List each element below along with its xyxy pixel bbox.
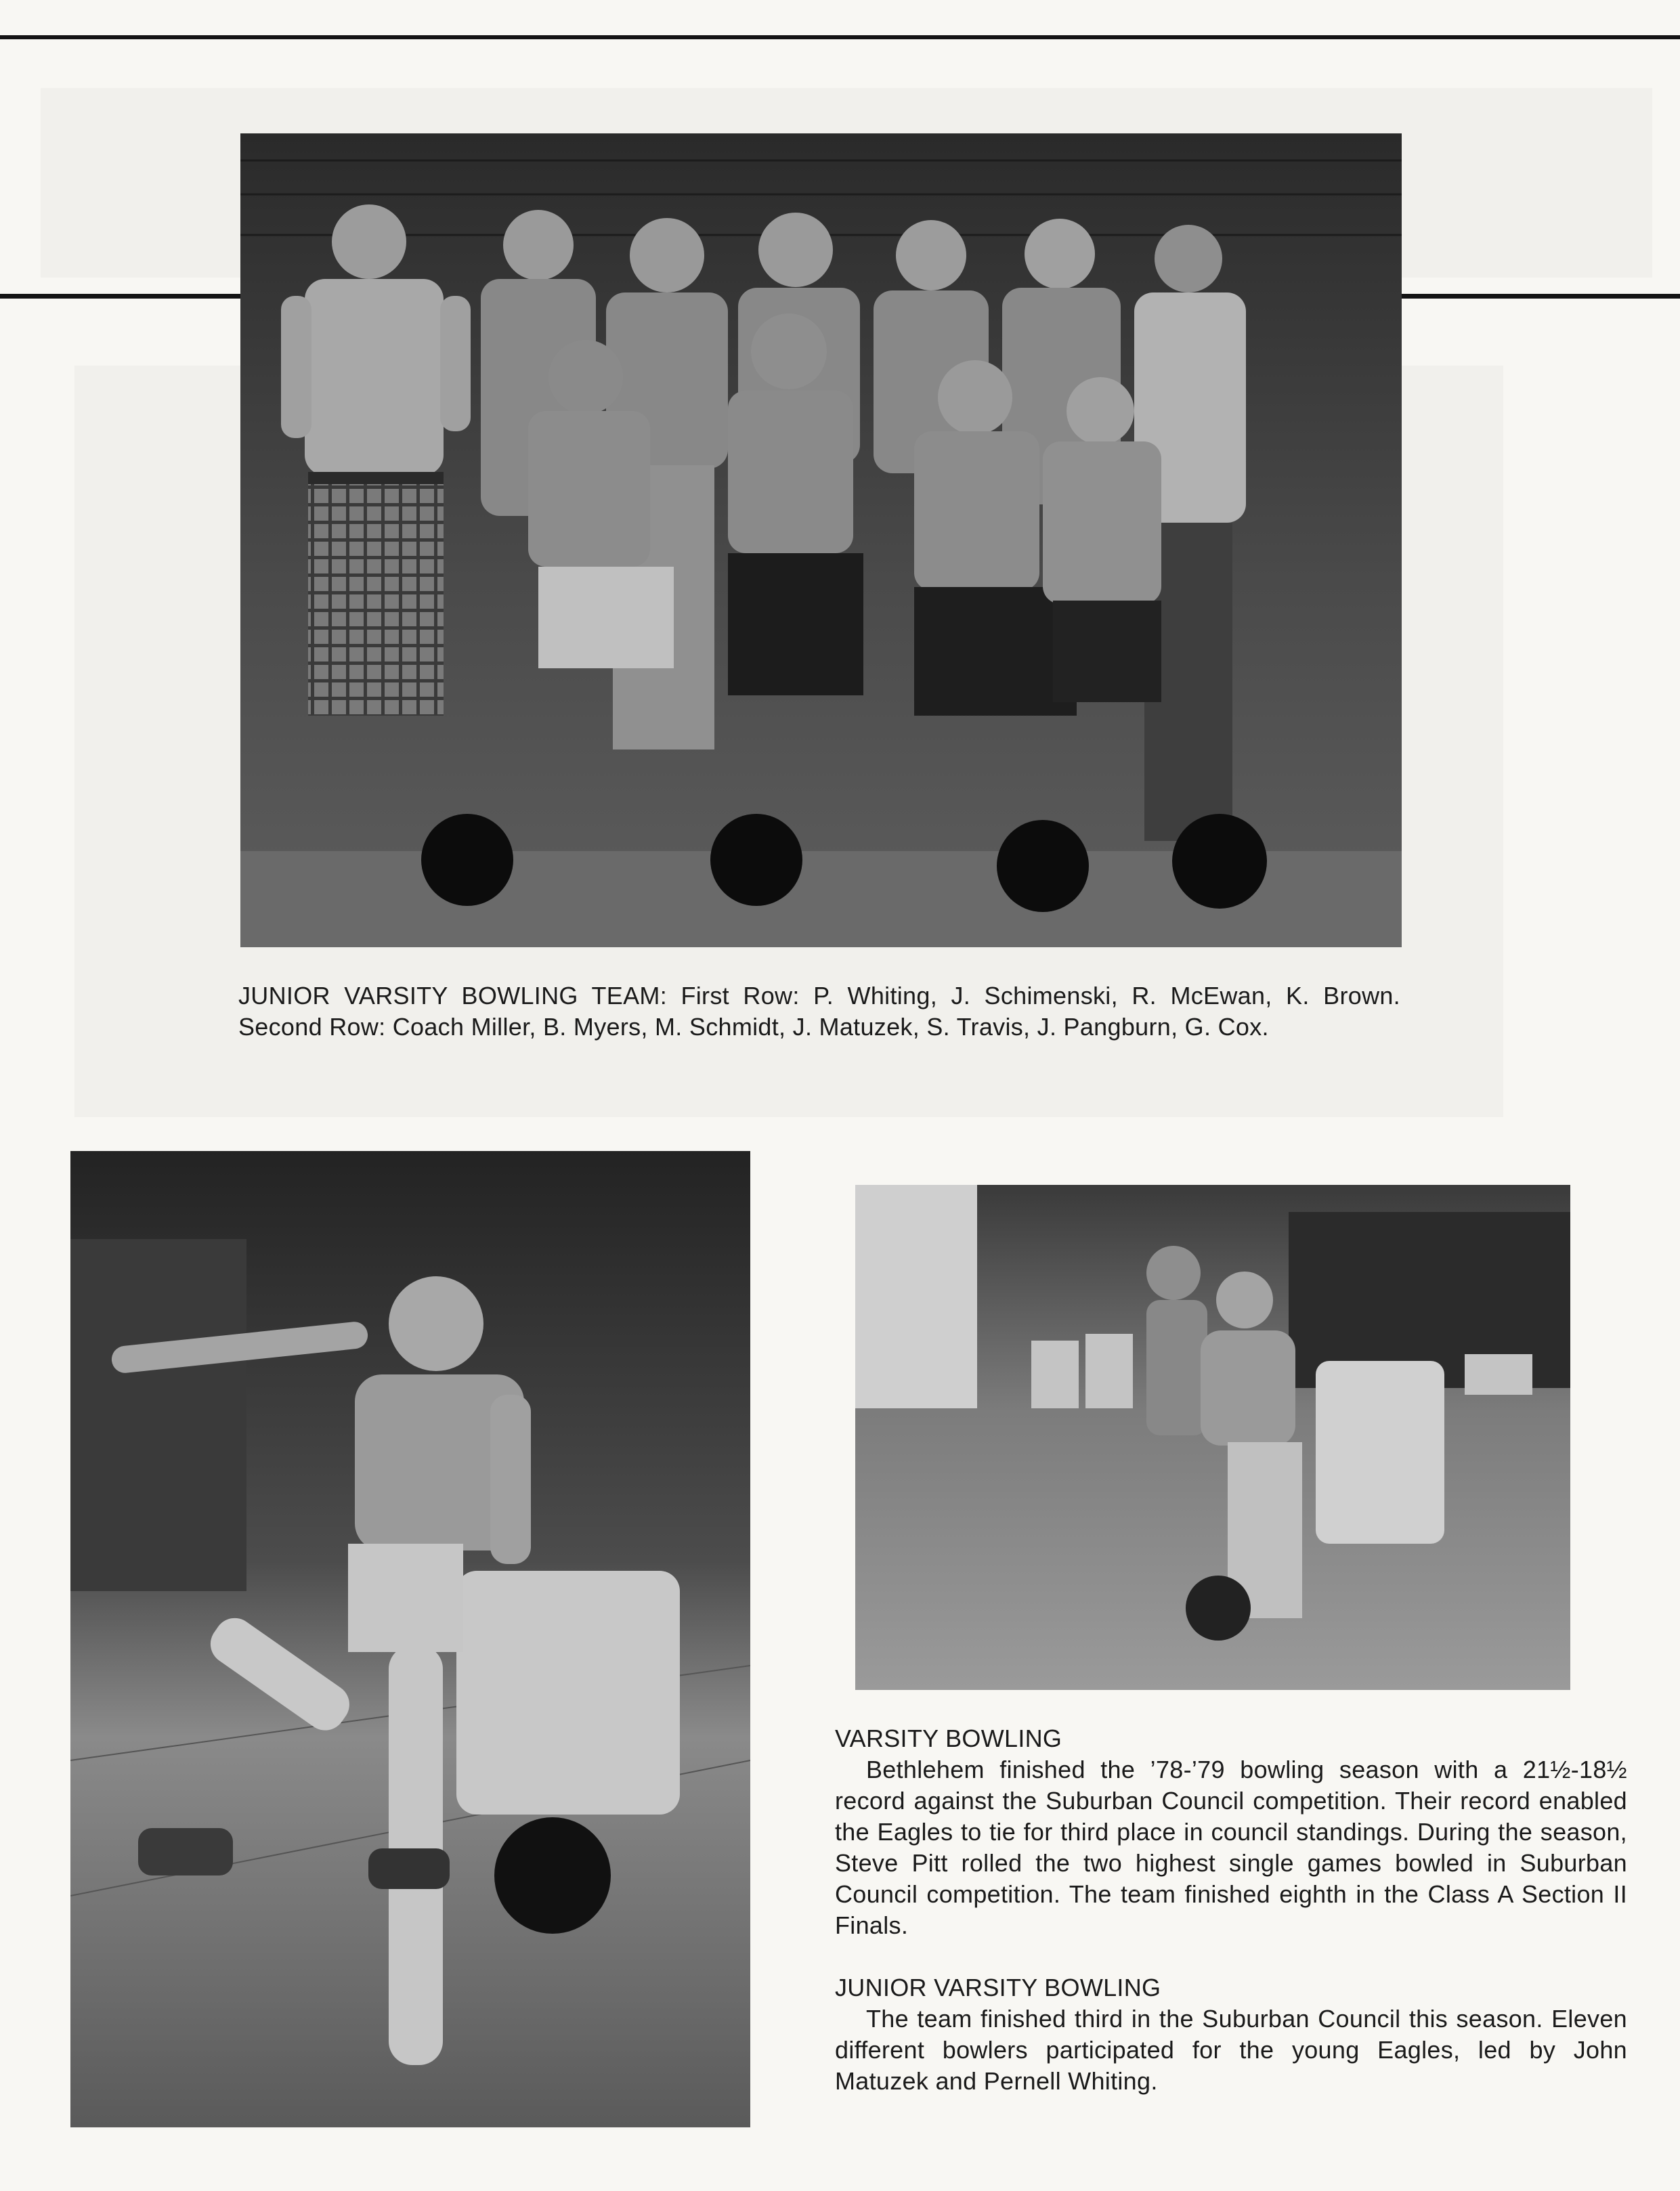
left-divider-rule	[0, 294, 242, 299]
jv-team-group-photo	[240, 133, 1402, 947]
varsity-heading: VARSITY BOWLING	[835, 1724, 1062, 1752]
bowler-action-photo-left	[70, 1151, 750, 2127]
varsity-body: Bethlehem finished the ’78-’79 bowling season with a 21½-18½ record against the Suburban Council competition. Their record enabled the Eagles to tie for third place in council standings. During the season, Steve Pitt rolled the two highest single games bowled in Suburban Council competition. The team finished eighth in the Class A Section II Finals.	[835, 1756, 1627, 1939]
junior-varsity-heading: JUNIOR VARSITY BOWLING	[835, 1974, 1161, 2001]
jv-team-photo-caption: JUNIOR VARSITY BOWLING TEAM: First Row: P. Whiting, J. Schimenski, R. McEwan, K. Brown. Second Row: Coach Miller, B. Myers, M. Schmidt, J. Matuzek, S. Travis, J. Pangburn, G. Cox.	[238, 982, 1400, 1041]
right-divider-rule	[1402, 294, 1680, 299]
junior-varsity-body: The team finished third in the Suburban Council this season. Eleven different bowlers participated for the young Eagles, led by John Matuzek and Pernell Whiting.	[835, 2005, 1627, 2095]
bowler-release-photo-right	[855, 1185, 1570, 1690]
bowling-article	[835, 1723, 1627, 2097]
paragraph-gap	[835, 1941, 1627, 1972]
top-rule	[0, 35, 1680, 39]
